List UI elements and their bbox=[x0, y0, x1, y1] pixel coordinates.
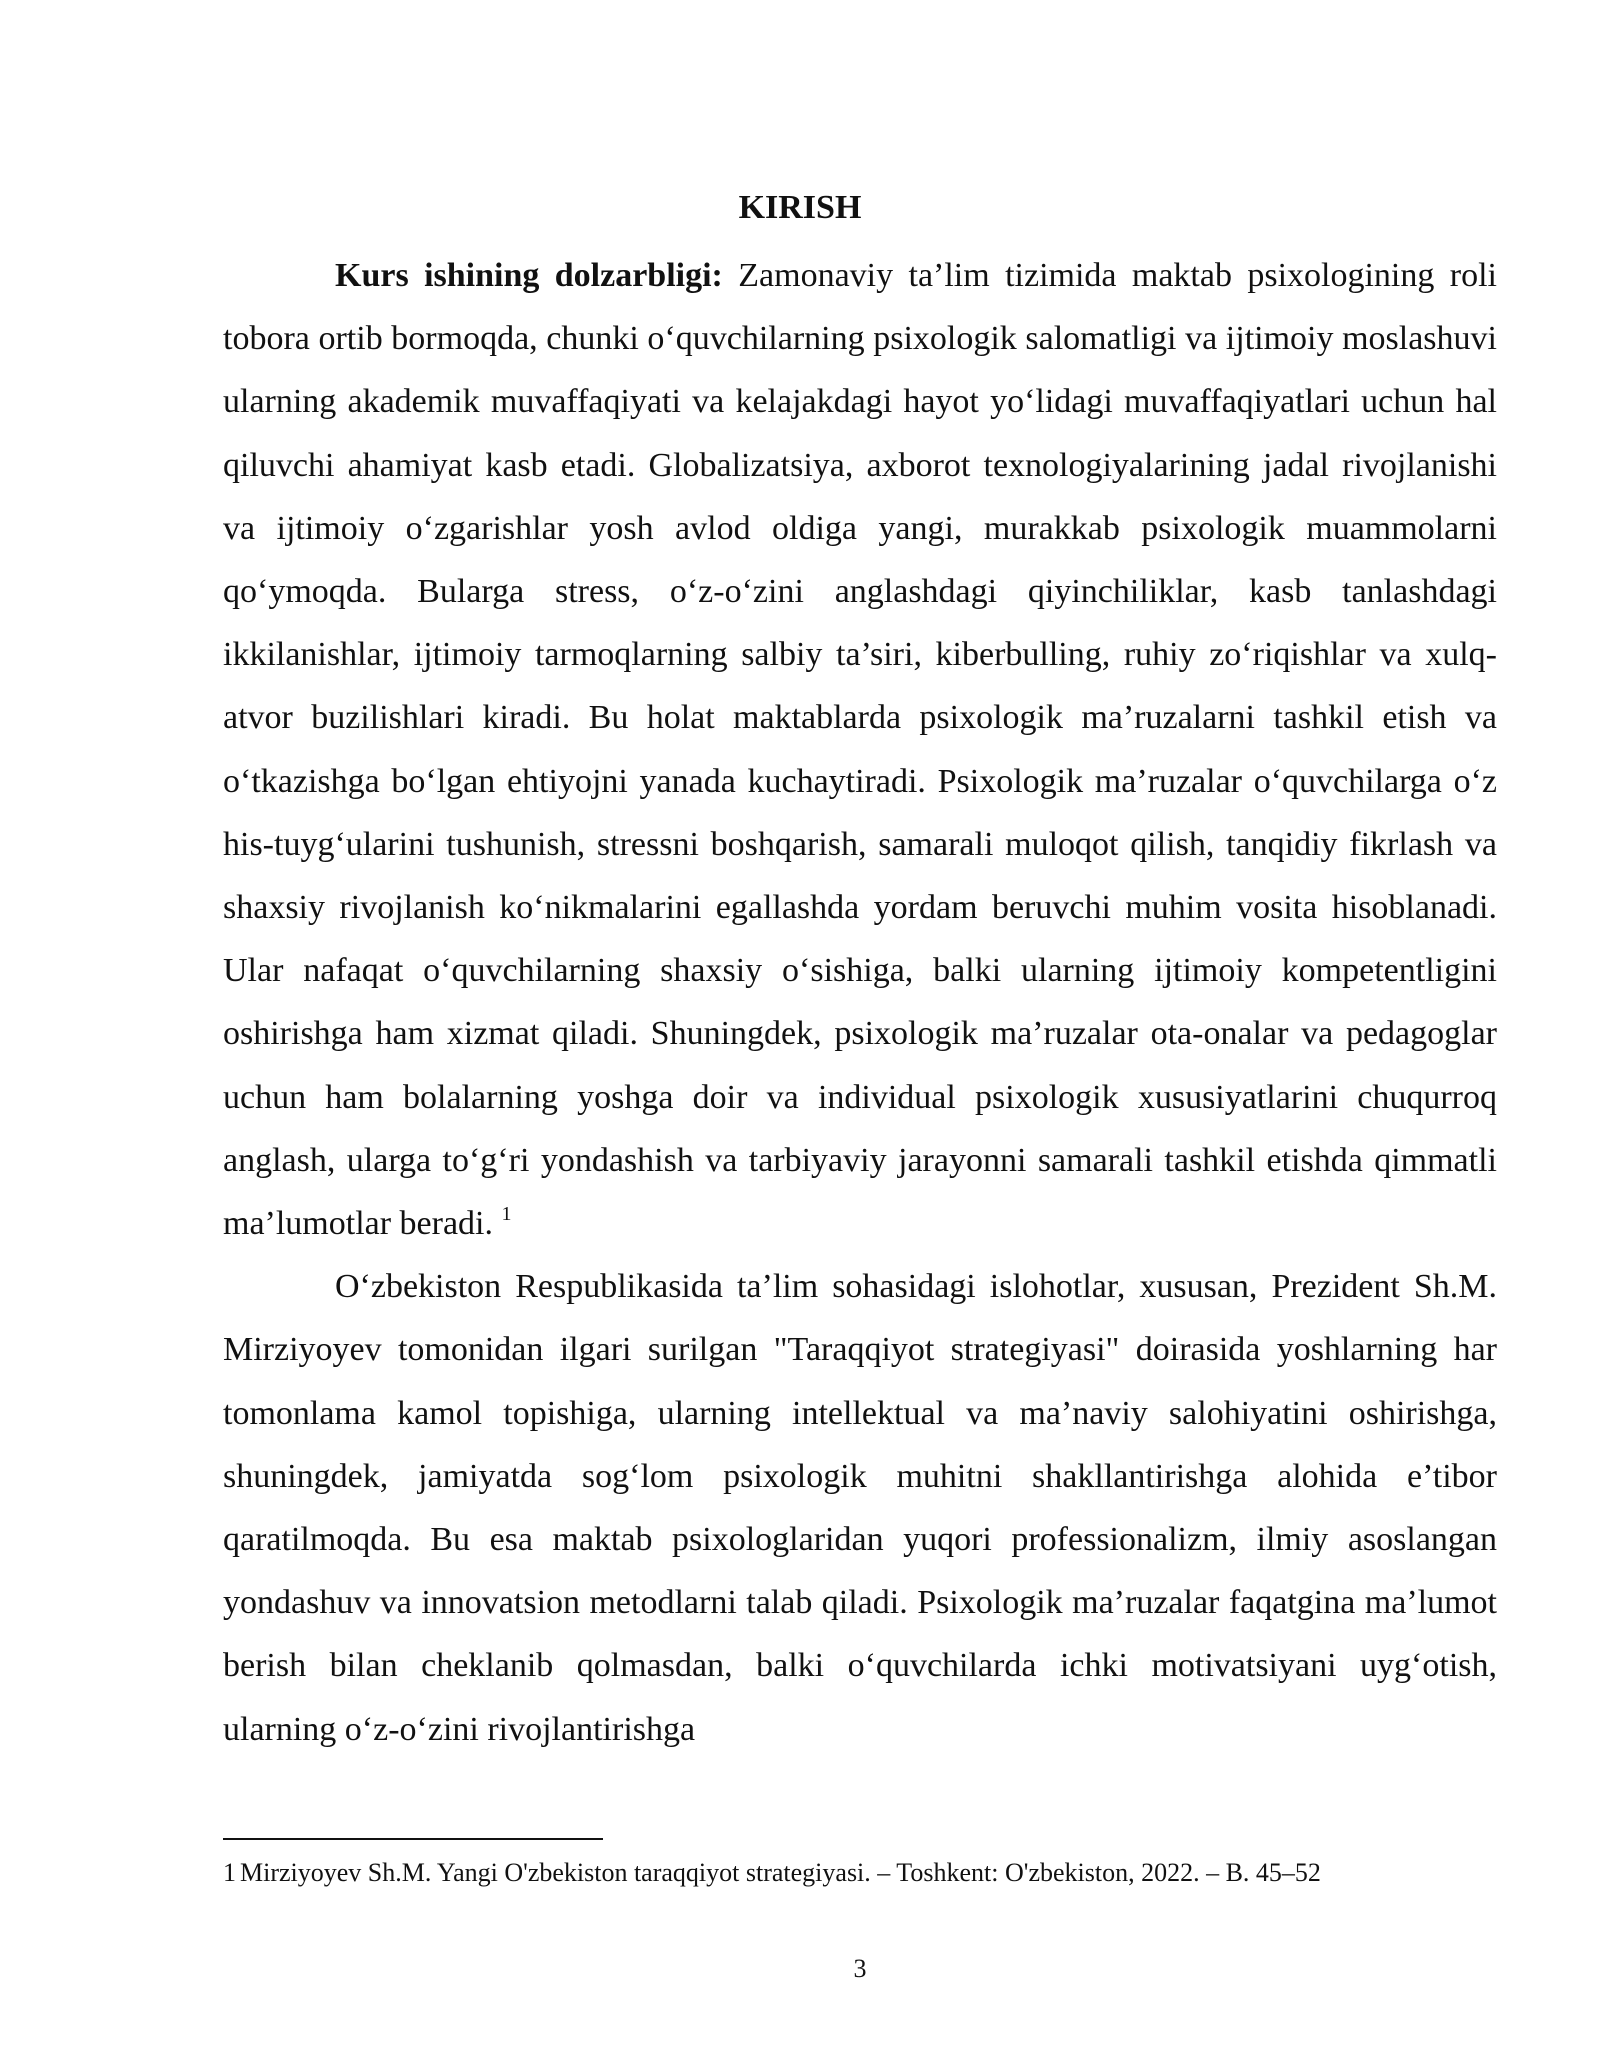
footnote-separator bbox=[223, 1838, 603, 1840]
section-heading: KIRISH bbox=[738, 189, 862, 226]
page-number: 3 bbox=[853, 1954, 867, 1983]
body-text bbox=[223, 244, 1497, 1761]
paragraph-text: Zamonaviy ta’lim tizimida maktab psixologining roli tobora ortib bormoqda, chunki o‘quvchilarning psixologik salomatligi va ijtimoiy moslashuvi ularning akademik muvaffaqiyati va kelajakdagi hayot yo‘lidagi muvaffaqiyatlari uchun hal qiluvchi ahamiyat kasb etadi. Globalizatsiya, axborot texnologiyalarining jadal rivojlanishi va ijtimoiy o‘zgarishlar yosh avlod oldiga yangi, murakkab psixologik muammolarni qo‘ymoqda. Bularga stress, o‘z-o‘zini anglashdagi qiyinchiliklar, kasb tanlashdagi ikkilanishlar, ijtimoiy tarmoqlarning salbiy ta’siri, kiberbulling, ruhiy zo‘riqishlar va xulq-atvor buzilishlari kiradi. Bu holat maktablarda psixologik ma’ruzalarni tashkil etish va o‘tkazishga bo‘lgan ehtiyojni yanada kuchaytiradi. Psixologik ma’ruzalar o‘quvchilarga o‘z his-tuyg‘ularini tushunish, stressni boshqarish, samarali muloqot qilish, tanqidiy fikrlash va shaxsiy rivojlanish ko‘nikmalarini egallashda yordam beruvchi muhim vosita hisoblanadi. Ular nafaqat o‘quvchilarning shaxsiy o‘sishiga, balki ularning ijtimoiy kompetentligini oshirishga ham xizmat qiladi. Shuningdek, psixologik ma’ruzalar ota-onalar va pedagoglar uchun ham bolalarning yoshga doir va individual psixologik xususiyatlarini chuqurroq anglash, ularga to‘g‘ri yondashish va tarbiyaviy jarayonni samarali tashkil etishda qimmatli ma’lumotlar beradi. bbox=[223, 257, 1497, 1243]
footnote bbox=[223, 1855, 1523, 1891]
footnote-reference[interactable]: 1 bbox=[501, 1203, 512, 1226]
footnote-number: 1 bbox=[223, 1858, 236, 1887]
paragraph-text: O‘zbekiston Respublikasida ta’lim sohasidagi islohotlar, xususan, Prezident Sh.M. Mirziyoyev tomonidan ilgari surilgan "Taraqqiyot strategiyasi" doirasida yoshlarning har tomonlama kamol topishiga, ularning intellektual va ma’naviy salohiyatini oshirishga, shuningdek, jamiyatda sog‘lom psixologik muhitni shakllantirishga alohida e’tibor qaratilmoqda. Bu esa maktab psixologlaridan yuqori professionalizm, ilmiy asoslangan yondashuv va innovatsion metodlarni talab qiladi. Psixologik ma’ruzalar faqatgina ma’lumot berish bilan cheklanib qolmasdan, balki o‘quvchilarda ichki motivatsiyani uyg‘otish, ularning o‘z-o‘zini rivojlantirishga bbox=[223, 1268, 1497, 1748]
paragraph-relevance bbox=[223, 244, 1497, 1255]
paragraph-lead: Kurs ishining dolzarbligi: bbox=[335, 257, 723, 294]
footnote-text: Mirziyoyev Sh.M. Yangi O'zbekiston taraqqiyot strategiyasi. – Toshkent: O'zbekiston, 2022. – B. 45–52 bbox=[240, 1858, 1321, 1887]
paragraph-reforms bbox=[223, 1255, 1497, 1761]
